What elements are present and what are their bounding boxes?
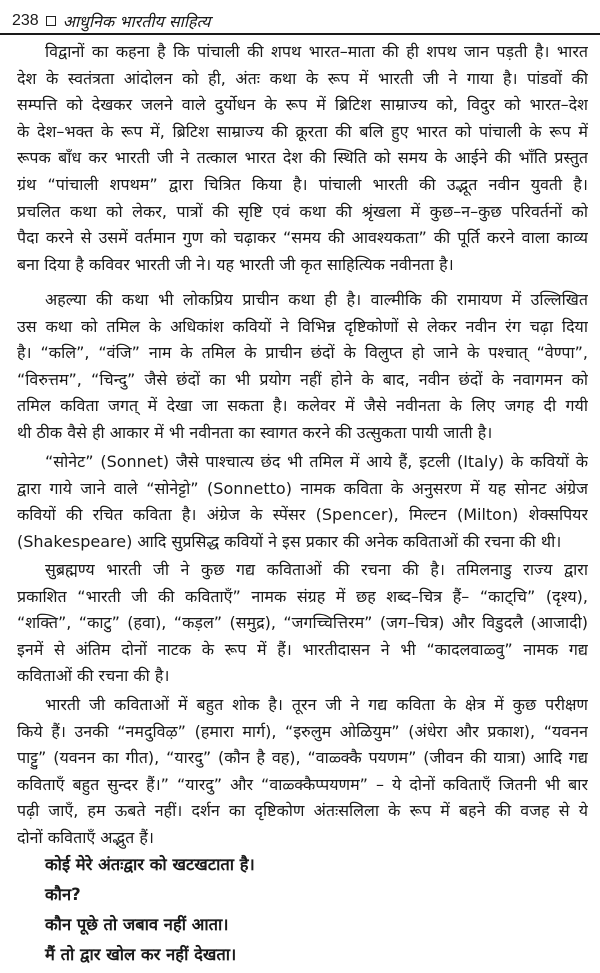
text-line: है। “कलि”, “वंजि” नाम के तमिल के प्राचीन छंदों के विलुप्त हो जाने के पश्चात् “वेण्पा”, [17, 343, 588, 363]
text-line: इनमें से अंतिम दोनों नाटक के रूप में हैं। भारतीदासन ने भी “कादलवाळ्वु” नामक गद्य [17, 639, 588, 659]
text-line: किये हैं। उनकी “नमदुविऴ” (हमारा मार्ग), “इरुलुम ओळियुम” (अंधेरा और प्रकाश), “यवनन [17, 721, 588, 741]
text-line: कवियों की रचित कविता है। अंग्रेज के स्पेंसर (Spencer), मिल्टन (Milton) शेक्सपियर [17, 505, 588, 525]
square-bullet-icon [46, 16, 56, 26]
paragraph [17, 449, 588, 555]
poem-line: कौन? [45, 885, 81, 905]
text-line: “शक्ति”, “काटु” (हवा), “कड़ल” (समुद्र), “जगच्चित्तिरम” (जग–चित्र) और विडुदलै (आजादी) [17, 613, 588, 633]
text-line: तमिल कविता जगत् में देखा जा सकता है। कलेवर में जैसे नवीनता के लिए जगह दी गयी [17, 396, 588, 416]
text-line: प्रचलित कथा को लेकर, पात्रों की सृष्टि एवं कथा की श्रृंखला में कुछ–न–कुछ परिवर्तनों को [17, 201, 588, 221]
text-line: प्रकाशित “भारती जी की कविताएँ” नामक संग्रह में छह शब्द–चित्र हैं– “काट्चि” (दृश्य), [17, 586, 588, 606]
text-line: पढ़ी जाएँ, हम ऊबते नहीं। दर्शन का दृष्टिकोण अंतःसलिला के रूप में बहने की वजह से ये [17, 801, 588, 821]
text-line: उस कथा को तमिल के अधिकांश कवियों ने विभिन्न दृष्टिकोणों से लेकर नवीन रंग चढ़ा दिया [17, 316, 588, 336]
running-header [12, 8, 600, 34]
text-line: कविताएँ बहुत सुन्दर हैं।” “यारदु” और “वाळ्क्कैप्पयणम” – ये दोनों कविताएँ जितनी भी बार [17, 774, 588, 794]
text-line: बना दिया है कविवर भारती जी ने। यह भारती जी कृत साहित्यिक नवीनता है। [17, 254, 454, 274]
text-line: कविताओं की रचना की है। [17, 666, 170, 686]
poem-line: कोई मेरे अंतःद्वार को खटखटाता है। [45, 855, 255, 875]
text-line: सम्पत्ति को देखकर जलने वाले दुर्योधन के रूप में ब्रिटिश साम्राज्य को, विदुर को भारत–देश [17, 95, 588, 115]
text-line: “विरुत्तम”, “चिन्दु” जैसे छंदों का भी प्रयोग नहीं होने के बाद, नवीन छंदों के नवागमन को [17, 369, 588, 389]
poem-line: कौन पूछे तो जबाव नहीं आता। [45, 915, 229, 935]
poem-line: मैं तो द्वार खोल कर नहीं देखता। [45, 945, 237, 965]
text-line: द्वारा गाये जाने वाले “सोनेट्टो” (Sonnetto) नामक कविता के अनुसरण में यह सोनट अंग्रेज [17, 478, 588, 498]
text-line: सुब्रह्मण्य भारती जी ने कुछ गद्य कविताओं की रचना की है। तमिलनाडु राज्य द्वारा [45, 559, 588, 579]
text-line: पाट्टु” (यवनन का गीत), “यारदु” (कौन है वह), “वाळ्क्कै पयणम” (जीवन की यात्रा) आदि गद्य [17, 748, 588, 768]
text-line: (Shakespeare) आदि सुप्रसिद्ध कवियों ने इस प्रकार की अनेक कविताओं की रचना की थी। [17, 531, 562, 551]
paragraph [17, 692, 588, 852]
text-line: विद्वानों का कहना है कि पांचाली की शपथ भारत–माता की ही शपथ जान पड़ती है। भारत [45, 42, 588, 61]
poem-excerpt [17, 850, 588, 970]
text-line: दोनों कविताएँ अद्भुत हैं। [17, 827, 154, 847]
page-number: 238 [12, 12, 39, 29]
text-line: देश के स्वतंत्रता आंदोलन को ही, अंतः कथा के रूप में भारती जी ने गाया है। पांडवों की [17, 68, 588, 88]
text-line: के देश–भक्त के रूप में, ब्रिटिश साम्राज्य की क्रूरता की बलि हुए भारत को पांचाली के रूप में [17, 121, 588, 141]
page-body [17, 39, 588, 970]
book-title: आधुनिक भारतीय साहित्य [62, 12, 211, 31]
paragraph [17, 39, 588, 278]
paragraph [17, 287, 588, 447]
text-line: पैदा करने से उसमें वर्तमान गुण को चढ़ाकर “समय की आवश्यकता” की पूर्ति करने वाला काव्य [17, 228, 588, 248]
text-line: ग्रंथ “पांचाली शपथम” द्वारा चित्रित किया है। पांचाली भारती की उद्भूत नवीन युवती है। [17, 174, 588, 194]
text-line: थी ठीक वैसे ही आकार में भी नवीनता का स्वागत करने की उत्सुकता पायी जाती है। [17, 423, 493, 442]
header-rule [0, 33, 600, 35]
text-line: अहल्या की कथा भी लोकप्रिय प्राचीन कथा ही है। वाल्मीकि की रामायण में उल्लिखित [45, 290, 588, 310]
text-line: रूपक बाँध कर भारती जी ने तत्काल भारत देश की स्थिति को समय के आईने की भाँति प्रस्तुत [17, 148, 588, 168]
text-line: भारती जी कविताओं में बहुत शोक है। तूरन जी ने गद्य कविता के क्षेत्र में कुछ परीक्षण [45, 694, 588, 714]
text-line: “सोनेट” (Sonnet) जैसे पाश्चात्य छंद भी तमिल में आये हैं, इटली (Italy) के कवियों के [45, 451, 588, 471]
paragraph [17, 557, 588, 690]
